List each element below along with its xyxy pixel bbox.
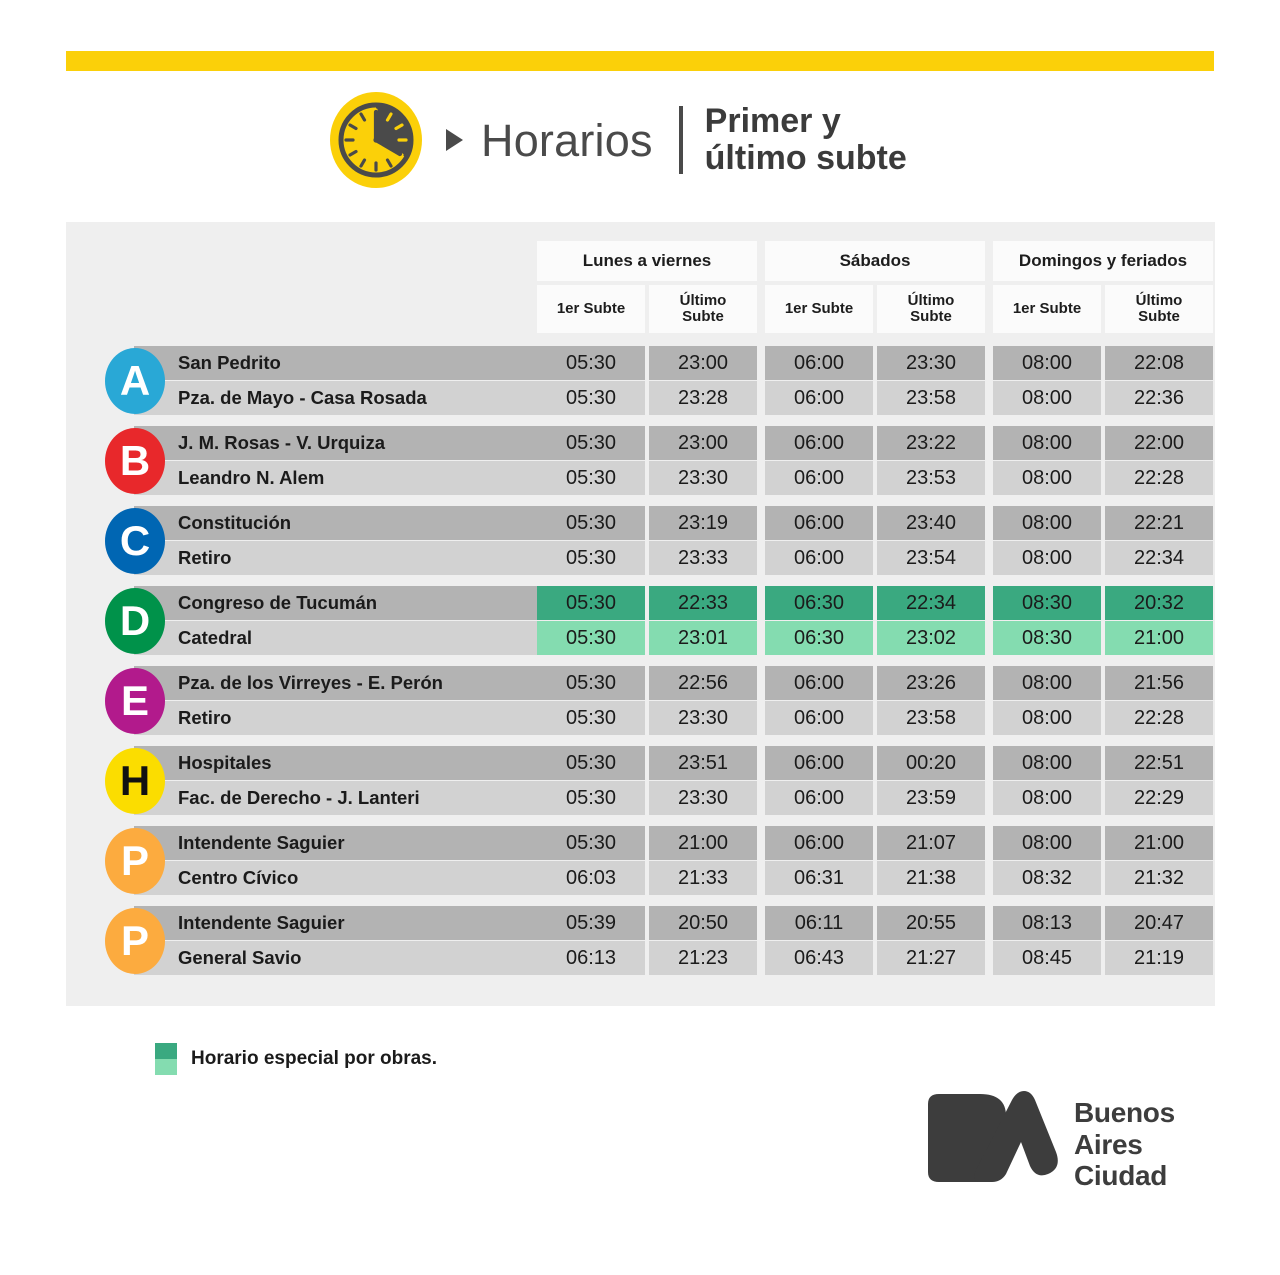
time-cell: 22:00 (1105, 426, 1213, 460)
time-cell: 06:00 (765, 461, 873, 495)
time-cell: 21:27 (877, 941, 985, 975)
time-cell: 08:00 (993, 826, 1101, 860)
time-cell: 22:51 (1105, 746, 1213, 780)
time-cell: 06:03 (537, 861, 645, 895)
time-cell: 22:28 (1105, 701, 1213, 735)
header-center (330, 85, 907, 195)
line-badge-p[interactable]: P (105, 828, 165, 894)
sub-header-3: 1er Subte (765, 285, 873, 333)
time-cell: 22:34 (1105, 541, 1213, 575)
time-cell: 08:13 (993, 906, 1101, 940)
schedule-panel (66, 222, 1215, 1006)
station-name: San Pedrito (134, 346, 540, 380)
line-badge-c[interactable]: C (105, 508, 165, 574)
time-cell: 08:00 (993, 541, 1101, 575)
green-swatch-icon (155, 1043, 177, 1075)
time-cell: 23:30 (877, 346, 985, 380)
table-row (66, 826, 1215, 860)
station-name: Pza. de los Virreyes - E. Perón (134, 666, 540, 700)
time-cell: 08:30 (993, 586, 1101, 620)
time-cell: 21:23 (649, 941, 757, 975)
logo-line-2: Aires (1074, 1128, 1143, 1160)
time-cell: 23:30 (649, 701, 757, 735)
time-cell: 08:00 (993, 701, 1101, 735)
time-cell: 22:34 (877, 586, 985, 620)
page-title: Horarios (481, 114, 653, 166)
time-cell: 05:30 (537, 506, 645, 540)
line-block (66, 742, 1215, 821)
sub-header-line2: Subte (1138, 308, 1180, 325)
time-cell: 22:36 (1105, 381, 1213, 415)
time-cell: 06:30 (765, 586, 873, 620)
time-cell: 20:47 (1105, 906, 1213, 940)
time-cell: 23:22 (877, 426, 985, 460)
group-header-1: Lunes a viernes (537, 241, 757, 281)
table-row (66, 426, 1215, 460)
time-cell: 06:00 (765, 426, 873, 460)
time-cell: 23:59 (877, 781, 985, 815)
time-cell: 23:30 (649, 461, 757, 495)
table-row (66, 346, 1215, 380)
time-cell: 21:07 (877, 826, 985, 860)
time-cell: 23:58 (877, 381, 985, 415)
time-cell: 22:08 (1105, 346, 1213, 380)
table-row (66, 381, 1215, 415)
time-cell: 23:26 (877, 666, 985, 700)
time-cell: 23:19 (649, 506, 757, 540)
time-cell: 05:30 (537, 346, 645, 380)
time-cell: 22:56 (649, 666, 757, 700)
table-row (66, 621, 1215, 655)
time-cell: 05:30 (537, 426, 645, 460)
time-cell: 20:55 (877, 906, 985, 940)
time-cell: 05:30 (537, 701, 645, 735)
title-divider (679, 106, 683, 174)
line-badge-p[interactable]: P (105, 908, 165, 974)
table-row (66, 906, 1215, 940)
table-row (66, 666, 1215, 700)
time-cell: 20:32 (1105, 586, 1213, 620)
time-cell: 05:30 (537, 461, 645, 495)
station-name: Leandro N. Alem (134, 461, 540, 495)
page-subtitle-line1: Primer y (704, 101, 841, 140)
table-sub-header-row (66, 285, 1215, 333)
line-badge-a[interactable]: A (105, 348, 165, 414)
time-cell: 06:30 (765, 621, 873, 655)
time-cell: 23:30 (649, 781, 757, 815)
sub-header-6 (1105, 285, 1213, 333)
station-name: Constitución (134, 506, 540, 540)
group-header-2: Sábados (765, 241, 985, 281)
page-subtitle (705, 103, 907, 178)
time-cell: 22:29 (1105, 781, 1213, 815)
table-row (66, 541, 1215, 575)
legend-label: Horario especial por obras. (191, 1048, 438, 1069)
line-badge-d[interactable]: D (105, 588, 165, 654)
time-cell: 21:19 (1105, 941, 1213, 975)
time-cell: 21:00 (1105, 826, 1213, 860)
sub-header-line1: Último (679, 291, 727, 309)
time-cell: 20:50 (649, 906, 757, 940)
time-cell: 06:00 (765, 701, 873, 735)
logo-text (1074, 1097, 1175, 1191)
station-name: Hospitales (134, 746, 540, 780)
time-cell: 06:00 (765, 781, 873, 815)
time-cell: 23:00 (649, 426, 757, 460)
top-yellow-bar (66, 51, 1214, 71)
time-cell: 06:00 (765, 541, 873, 575)
station-name: General Savio (134, 941, 540, 975)
buenos-aires-ciudad-logo (920, 1090, 1175, 1199)
time-cell: 23:00 (649, 346, 757, 380)
station-name: J. M. Rosas - V. Urquiza (134, 426, 540, 460)
time-cell: 08:00 (993, 746, 1101, 780)
table-row (66, 701, 1215, 735)
line-block (66, 502, 1215, 581)
station-name: Fac. de Derecho - J. Lanteri (134, 781, 540, 815)
time-cell: 23:54 (877, 541, 985, 575)
time-cell: 08:00 (993, 381, 1101, 415)
page-subtitle-line2: último subte (704, 139, 907, 177)
play-triangle-icon (446, 129, 463, 151)
group-header-3: Domingos y feriados (993, 241, 1213, 281)
line-badge-b[interactable]: B (105, 428, 165, 494)
time-cell: 08:45 (993, 941, 1101, 975)
time-cell: 08:32 (993, 861, 1101, 895)
table-body (66, 342, 1215, 982)
station-name: Centro Cívico (134, 861, 540, 895)
line-block (66, 662, 1215, 741)
station-name: Retiro (134, 541, 540, 575)
time-cell: 21:33 (649, 861, 757, 895)
clock-icon (330, 90, 422, 190)
time-cell: 06:11 (765, 906, 873, 940)
time-cell: 23:01 (649, 621, 757, 655)
time-cell: 22:28 (1105, 461, 1213, 495)
line-block (66, 902, 1215, 981)
station-name: Congreso de Tucumán (134, 586, 540, 620)
line-block (66, 342, 1215, 421)
line-badge-e[interactable]: E (105, 668, 165, 734)
line-block (66, 822, 1215, 901)
time-cell: 23:51 (649, 746, 757, 780)
time-cell: 06:31 (765, 861, 873, 895)
time-cell: 05:30 (537, 586, 645, 620)
time-cell: 23:53 (877, 461, 985, 495)
time-cell: 21:56 (1105, 666, 1213, 700)
time-cell: 23:02 (877, 621, 985, 655)
time-cell: 05:30 (537, 381, 645, 415)
time-cell: 08:00 (993, 506, 1101, 540)
station-name: Retiro (134, 701, 540, 735)
table-row (66, 586, 1215, 620)
time-cell: 06:00 (765, 381, 873, 415)
time-cell: 05:30 (537, 621, 645, 655)
table-row (66, 746, 1215, 780)
logo-line-1: Buenos (1074, 1097, 1175, 1129)
time-cell: 08:00 (993, 346, 1101, 380)
time-cell: 08:00 (993, 426, 1101, 460)
time-cell: 23:58 (877, 701, 985, 735)
time-cell: 06:13 (537, 941, 645, 975)
time-cell: 08:30 (993, 621, 1101, 655)
logo-line-3: Ciudad (1074, 1160, 1168, 1192)
sub-header-5: 1er Subte (993, 285, 1101, 333)
time-cell: 21:32 (1105, 861, 1213, 895)
ba-monogram-icon (920, 1090, 1060, 1199)
time-cell: 00:20 (877, 746, 985, 780)
table-row (66, 941, 1215, 975)
time-cell: 05:39 (537, 906, 645, 940)
sub-header-2 (649, 285, 757, 333)
station-name: Catedral (134, 621, 540, 655)
sub-header-line2: Subte (682, 308, 724, 325)
time-cell: 05:30 (537, 746, 645, 780)
time-cell: 05:30 (537, 666, 645, 700)
sub-header-4 (877, 285, 985, 333)
time-cell: 06:00 (765, 346, 873, 380)
time-cell: 23:40 (877, 506, 985, 540)
station-name: Pza. de Mayo - Casa Rosada (134, 381, 540, 415)
time-cell: 21:38 (877, 861, 985, 895)
time-cell: 23:28 (649, 381, 757, 415)
time-cell: 06:43 (765, 941, 873, 975)
page-header (0, 85, 1280, 195)
time-cell: 23:33 (649, 541, 757, 575)
legend (155, 1043, 437, 1075)
table-group-header-row (66, 241, 1215, 281)
table-row (66, 861, 1215, 895)
table-row (66, 506, 1215, 540)
time-cell: 05:30 (537, 826, 645, 860)
line-block (66, 422, 1215, 501)
sub-header-1: 1er Subte (537, 285, 645, 333)
time-cell: 08:00 (993, 781, 1101, 815)
table-row (66, 781, 1215, 815)
station-name: Intendente Saguier (134, 826, 540, 860)
time-cell: 06:00 (765, 746, 873, 780)
time-cell: 06:00 (765, 826, 873, 860)
sub-header-line1: Último (907, 291, 955, 309)
time-cell: 05:30 (537, 781, 645, 815)
time-cell: 08:00 (993, 666, 1101, 700)
line-block (66, 582, 1215, 661)
time-cell: 22:33 (649, 586, 757, 620)
time-cell: 08:00 (993, 461, 1101, 495)
time-cell: 21:00 (649, 826, 757, 860)
sub-header-line2: Subte (910, 308, 952, 325)
time-cell: 06:00 (765, 506, 873, 540)
sub-header-line1: Último (1135, 291, 1183, 309)
time-cell: 05:30 (537, 541, 645, 575)
table-row (66, 461, 1215, 495)
time-cell: 22:21 (1105, 506, 1213, 540)
time-cell: 06:00 (765, 666, 873, 700)
time-cell: 21:00 (1105, 621, 1213, 655)
station-name: Intendente Saguier (134, 906, 540, 940)
line-badge-h[interactable]: H (105, 748, 165, 814)
